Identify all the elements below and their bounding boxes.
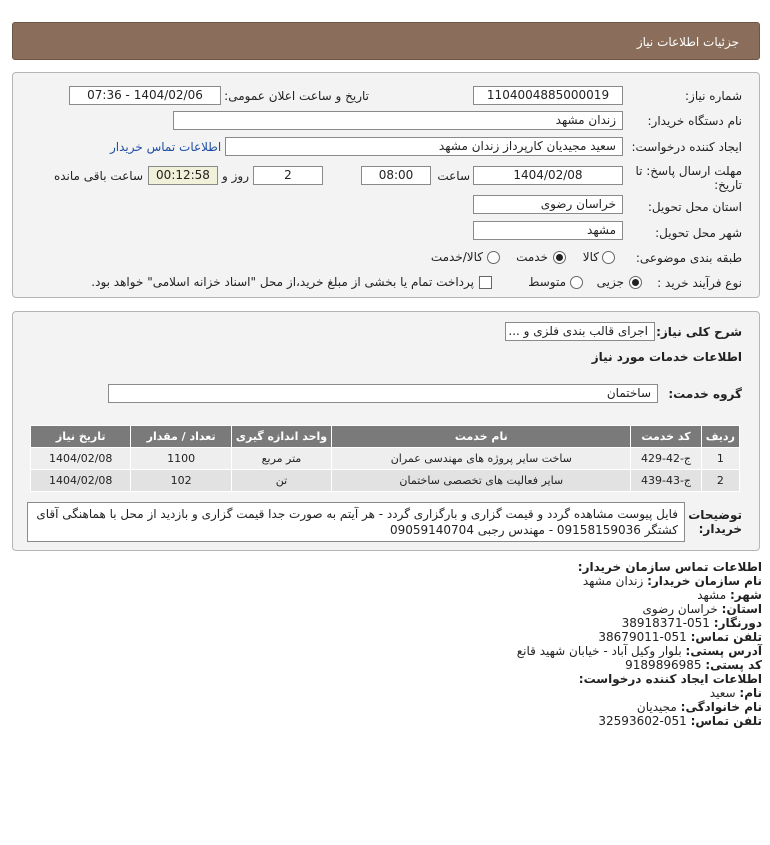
- process-option-medium: متوسط: [528, 275, 566, 289]
- category-option-goods-service: کالا/خدمت: [430, 250, 483, 264]
- process-radio-minor[interactable]: [629, 276, 642, 289]
- days-field[interactable]: 2: [253, 166, 323, 185]
- contact-phone: تلفن تماس: 051-38679011: [598, 630, 762, 644]
- buyer-notes-label-2: خریدار:: [698, 522, 742, 536]
- contact-province: استان: خراسان رضوی: [642, 602, 762, 616]
- buyer-org-label: نام دستگاه خریدار:: [647, 114, 742, 128]
- col-header-quantity: تعداد / مقدار: [131, 426, 231, 448]
- cell-row-number: 1: [701, 448, 739, 470]
- need-number-field[interactable]: 1104004885000019: [473, 86, 623, 105]
- buyer-notes-line-2: کشتگر 09158159036 - مهندس رجبی 09059140704: [389, 523, 678, 537]
- city-label: شهر محل تحویل:: [655, 226, 742, 240]
- category-radio-goods[interactable]: [602, 251, 615, 264]
- cell-quantity: 102: [131, 470, 231, 492]
- service-group-label: گروه خدمت:: [668, 387, 742, 401]
- deadline-label-date: تاریخ:: [714, 178, 742, 192]
- announce-field[interactable]: 1404/02/06 - 07:36: [69, 86, 221, 105]
- process-label: نوع فرآیند خرید :: [657, 276, 742, 290]
- remaining-time-field: 00:12:58: [148, 166, 218, 185]
- city-field[interactable]: مشهد: [473, 221, 623, 240]
- contact-city: شهر: مشهد: [697, 588, 762, 602]
- contact-postal: کد پستی: 9189896985: [625, 658, 762, 672]
- buyer-notes-label: توضیحات: [688, 508, 742, 522]
- time-label: ساعت: [437, 169, 470, 183]
- province-label: استان محل تحویل:: [647, 200, 742, 214]
- requester-field[interactable]: سعید مجیدیان کارپرداز زندان مشهد: [225, 137, 623, 156]
- summary-label: شرح کلی نیاز:: [656, 325, 742, 339]
- category-radio-goods-service[interactable]: [487, 251, 500, 264]
- creator-last-name: نام خانوادگی: مجیدیان: [636, 700, 762, 714]
- cell-need-date: 1404/02/08: [31, 448, 131, 470]
- cell-service-name: ساخت سایر پروژه های مهندسی عمران: [332, 448, 631, 470]
- summary-field[interactable]: اجرای قالب بندی فلزی و ...: [505, 322, 655, 341]
- deadline-time-field[interactable]: 08:00: [361, 166, 431, 185]
- cell-service-code: ج-42-429: [631, 448, 701, 470]
- col-header-unit: واحد اندازه گیری: [231, 426, 331, 448]
- page-title: جزئیات اطلاعات نیاز: [636, 35, 739, 49]
- buyer-org-field[interactable]: زندان مشهد: [173, 111, 623, 130]
- table-row[interactable]: [31, 448, 740, 470]
- deadline-label: مهلت ارسال پاسخ: تا: [635, 164, 742, 178]
- treasury-checkbox[interactable]: [479, 276, 492, 289]
- category-option-service: خدمت: [516, 250, 548, 264]
- buyer-notes-box: [27, 502, 685, 542]
- category-label: طبقه بندی موضوعی:: [635, 251, 742, 265]
- buyer-notes-line-1: فایل پیوست مشاهده گردد و قیمت گزاری و بارگزاری گردد - هر آیتم به صورت جدا قیمت گزاری و بازدید از محل با هماهنگی آقای: [36, 507, 678, 521]
- cell-unit: متر مربع: [231, 448, 331, 470]
- creator-title: اطلاعات ایجاد کننده درخواست:: [578, 672, 762, 686]
- col-header-row-number: ردیف: [701, 426, 739, 448]
- contact-address: آدرس پستی: بلوار وکیل آباد - خیابان شهید قانع: [516, 644, 762, 658]
- cell-service-code: ج-43-439: [631, 470, 701, 492]
- cell-row-number: 2: [701, 470, 739, 492]
- province-field[interactable]: خراسان رضوی: [473, 195, 623, 214]
- contact-fax: دورنگار: 051-38918371: [621, 616, 762, 630]
- process-option-minor: جزیی: [596, 275, 624, 289]
- process-radio-medium[interactable]: [570, 276, 583, 289]
- col-header-service-name: نام خدمت: [332, 426, 631, 448]
- cell-need-date: 1404/02/08: [31, 470, 131, 492]
- cell-unit: تن: [231, 470, 331, 492]
- service-group-field[interactable]: ساختمان: [108, 384, 658, 403]
- creator-phone: تلفن تماس: 051-32593602: [598, 714, 762, 728]
- col-header-need-date: تاریخ نیاز: [31, 426, 131, 448]
- cell-quantity: 1100: [131, 448, 231, 470]
- contact-org: نام سازمان خریدار: زندان مشهد: [582, 574, 762, 588]
- col-header-service-code: کد خدمت: [631, 426, 701, 448]
- creator-first-name: نام: سعید: [709, 686, 762, 700]
- table-header-row: [31, 426, 740, 448]
- announce-label: تاریخ و ساعت اعلان عمومی:: [224, 89, 369, 103]
- days-label: روز و: [222, 169, 249, 183]
- contact-title: اطلاعات تماس سازمان خریدار:: [577, 560, 762, 574]
- table-row[interactable]: [31, 470, 740, 492]
- buyer-contact-link[interactable]: اطلاعات تماس خریدار: [110, 140, 222, 154]
- category-option-goods: کالا: [582, 250, 599, 264]
- requester-label: ایجاد کننده درخواست:: [631, 140, 742, 154]
- category-radio-service[interactable]: [553, 251, 566, 264]
- services-table: [30, 425, 740, 492]
- remaining-label: ساعت باقی مانده: [53, 169, 143, 183]
- page-title-bar: [12, 22, 760, 60]
- need-number-label: شماره نیاز:: [685, 89, 742, 103]
- treasury-note: پرداخت تمام یا بخشی از مبلغ خرید،از محل "اسناد خزانه اسلامی" خواهد بود.: [91, 275, 474, 289]
- cell-service-name: سایر فعالیت های تخصصی ساختمان: [332, 470, 631, 492]
- deadline-date-field[interactable]: 1404/02/08: [473, 166, 623, 185]
- services-section-title: اطلاعات خدمات مورد نیاز: [591, 350, 742, 364]
